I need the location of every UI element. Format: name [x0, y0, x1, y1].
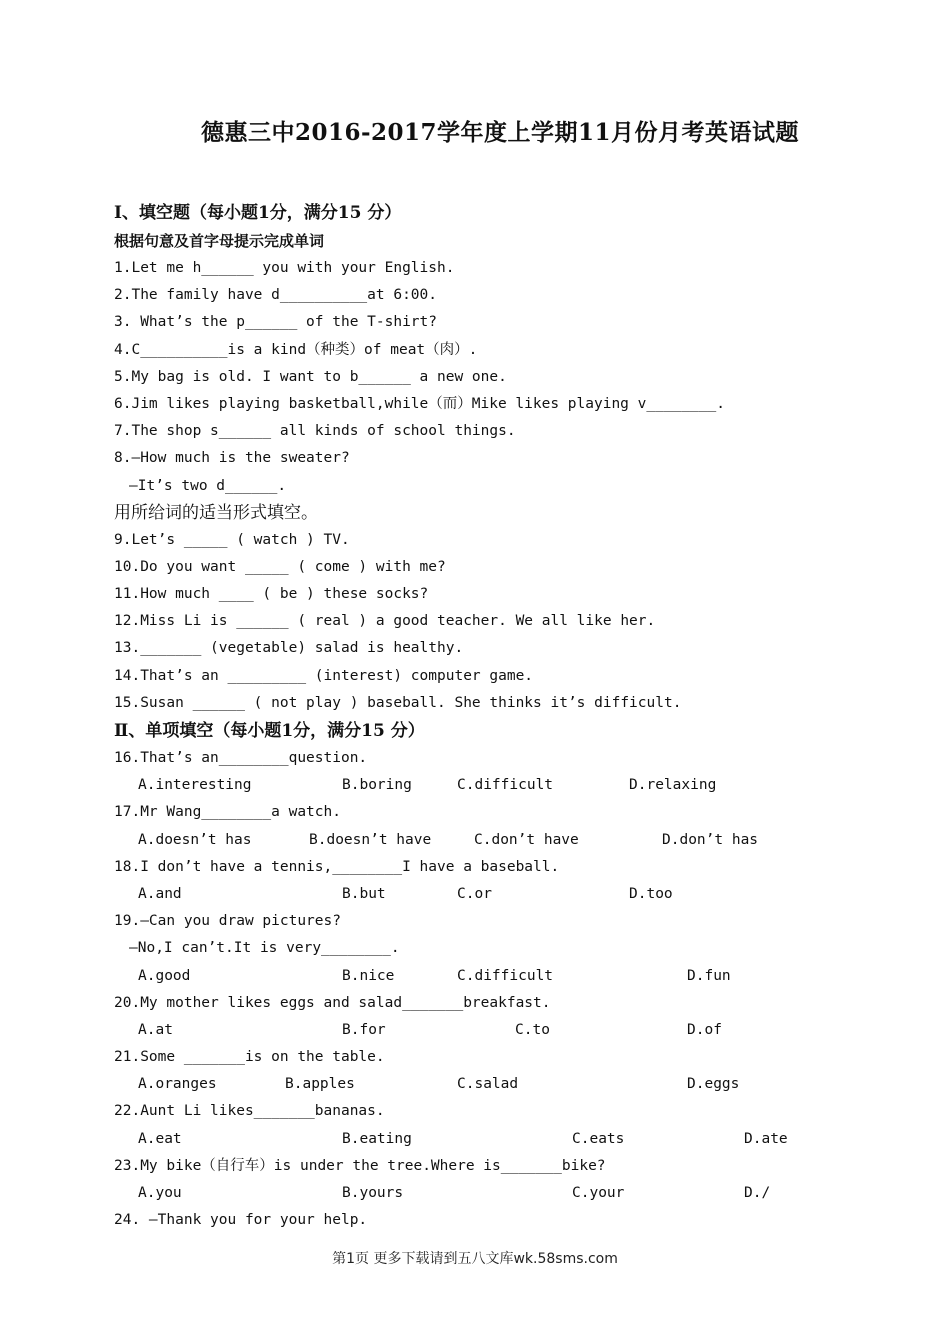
option-d: D.fun: [687, 967, 731, 984]
question-19-reply: —No,I can’t.It is very________.: [129, 940, 400, 957]
option-b: B.eating: [342, 1130, 412, 1147]
option-a: A.eat: [138, 1130, 182, 1147]
question-18: 18.I don’t have a tennis,________I have a baseball.: [114, 858, 560, 875]
question-14: 14.That’s an _________ (interest) computer game.: [114, 667, 534, 684]
section-2-heading: Ⅱ、单项填空（每小题1分，满分15 分）: [114, 721, 425, 741]
option-c: C.or: [457, 885, 492, 902]
question-3: 3. What’s the p______ of the T-shirt?: [114, 314, 438, 331]
question-20: 20.My mother likes eggs and salad_______breakfast.: [114, 994, 551, 1011]
page-title: 德惠三中2016-2017学年度上学期11月份月考英语试题: [200, 119, 800, 146]
option-b: B.apples: [285, 1076, 355, 1093]
page-footer: 第1页 更多下载请到五八文库wk.58sms.com: [332, 1251, 618, 1267]
option-a: A.good: [138, 967, 191, 984]
option-a: A.interesting: [138, 777, 252, 794]
option-c: C.to: [515, 1021, 550, 1038]
section-1-instruction: 根据句意及首字母提示完成单词: [114, 232, 325, 250]
option-c: C.your: [572, 1185, 625, 1201]
question-8-answer-line: —It’s two d______.: [129, 477, 287, 494]
question-5: 5.My bag is old. I want to b______ a new one.: [114, 368, 507, 385]
option-d: D.don’t has: [662, 831, 759, 848]
section-1-heading: Ⅰ、填空题（每小题1分，满分15 分）: [114, 203, 402, 223]
option-a: A.you: [138, 1185, 182, 1201]
option-b: B.but: [342, 885, 386, 902]
question-17: 17.Mr Wang________a watch.: [114, 804, 341, 821]
option-d: D.relaxing: [629, 777, 717, 794]
option-b: B.yours: [342, 1185, 404, 1201]
option-d: D./: [744, 1185, 771, 1201]
question-8: 8.—How much is the sweater?: [114, 450, 350, 467]
option-d: D.of: [687, 1021, 722, 1038]
question-6: 6.Jim likes playing basketball,while（而）Mike likes playing v________.: [114, 395, 725, 412]
question-21: 21.Some _______is on the table.: [114, 1049, 385, 1066]
question-11: 11.How much ____ ( be ) these socks?: [114, 586, 429, 603]
question-21-options: [114, 1071, 834, 1098]
question-23: 23.My bike（自行车）is under the tree.Where is_______bike?: [114, 1157, 606, 1174]
question-16: 16.That’s an________question.: [114, 750, 368, 766]
question-22-options: [114, 1126, 834, 1153]
option-a: A.at: [138, 1021, 173, 1038]
option-b: B.boring: [342, 777, 412, 794]
option-c: C.eats: [572, 1130, 625, 1147]
option-b: B.doesn’t have: [309, 831, 432, 848]
option-a: A.oranges: [138, 1076, 217, 1093]
question-1: 1.Let me h______ you with your English.: [114, 260, 455, 276]
question-19: 19.—Can you draw pictures?: [114, 913, 341, 930]
question-16-options: [114, 772, 834, 799]
question-19-options: [114, 963, 834, 990]
question-9: 9.Let’s _____ ( watch ) TV.: [114, 531, 350, 548]
option-a: A.and: [138, 885, 182, 902]
option-d: D.ate: [744, 1130, 788, 1147]
question-22: 22.Aunt Li likes_______bananas.: [114, 1103, 385, 1120]
question-2: 2.The family have d__________at 6:00.: [114, 287, 438, 304]
section-1-instruction-2: 用所给词的适当形式填空。: [114, 502, 318, 523]
exam-content: [114, 198, 834, 1234]
option-c: C.don’t have: [474, 831, 579, 848]
question-24: 24. —Thank you for your help.: [114, 1212, 368, 1229]
option-c: C.difficult: [457, 967, 554, 984]
question-15: 15.Susan ______ ( not play ) baseball. She thinks it’s difficult.: [114, 694, 682, 711]
question-18-options: [114, 881, 834, 908]
option-c: C.salad: [457, 1076, 519, 1093]
question-12: 12.Miss Li is ______ ( real ) a good teacher. We all like her.: [114, 613, 656, 630]
question-17-options: [114, 827, 834, 854]
option-b: B.for: [342, 1021, 386, 1038]
question-4: 4.C__________is a kind（种类）of meat（肉）.: [114, 341, 478, 358]
question-20-options: [114, 1017, 834, 1044]
option-d: D.too: [629, 885, 673, 902]
question-23-options: [114, 1180, 834, 1207]
option-c: C.difficult: [457, 777, 554, 794]
question-13: 13._______ (vegetable) salad is healthy.: [114, 640, 464, 657]
option-a: A.doesn’t has: [138, 831, 252, 848]
option-b: B.nice: [342, 967, 395, 984]
question-7: 7.The shop s______ all kinds of school things.: [114, 423, 516, 440]
question-10: 10.Do you want _____ ( come ) with me?: [114, 558, 446, 575]
option-d: D.eggs: [687, 1076, 740, 1093]
